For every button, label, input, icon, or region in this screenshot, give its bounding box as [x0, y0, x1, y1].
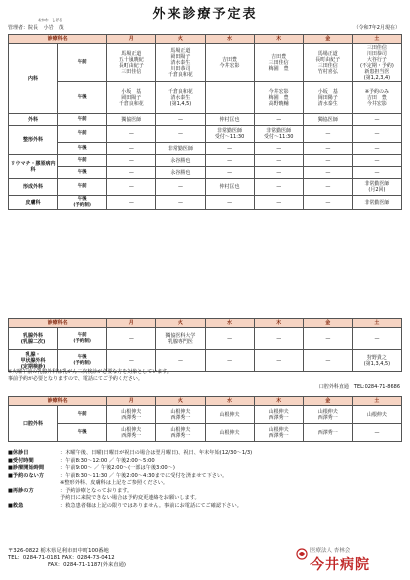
doctor-cell: — [254, 143, 303, 155]
time-slot: 午後 [58, 424, 107, 442]
hospital-name: 今井病院 [310, 557, 370, 573]
doctor-cell: 獨協医師 [107, 114, 156, 126]
page-title: 外来診療予定表 [152, 7, 258, 22]
info-value: ：午前8:30〜11:30 ／ 午後2:00〜4:30までに受付を済ませて下さい。 ※整形外科、皮膚科は上記をご参照ください。 [60, 472, 228, 487]
day-header: 月 [107, 397, 156, 406]
doctor-cell: — [303, 179, 352, 196]
time-slot: 午後 [58, 143, 107, 155]
doctor-cell: — [303, 143, 352, 155]
doctor-cell: 千倉良和花 清水泰生 (第1,4,5) [156, 82, 205, 114]
day-header: 水 [205, 319, 254, 328]
header-row [9, 319, 402, 328]
day-header: 土 [352, 319, 401, 328]
doctor-cell: 小坂 基 岡田陽子 清水泰生 [303, 82, 352, 114]
info-row [8, 458, 402, 466]
table-row [9, 179, 402, 196]
clinic-info [8, 450, 402, 510]
doctor-cell: 馬場正道 岡田陽子 清水泰生 川田恭司 千倉良和花 [156, 44, 205, 82]
doctor-cell: 山根伸夫 [205, 424, 254, 442]
doctor-cell: — [303, 126, 352, 143]
manager-ruby: おかわ しげる [38, 18, 63, 22]
doctor-cell: — [352, 328, 401, 350]
footer-address-block [8, 548, 126, 569]
doctor-cell: — [303, 350, 352, 372]
doctor-cell: 永谷勝也 [156, 155, 205, 167]
time-slot: 午前 [58, 44, 107, 82]
doctor-cell: — [107, 126, 156, 143]
doctor-cell: — [205, 328, 254, 350]
doctor-cell: 非常勤医師 [352, 196, 401, 210]
day-header: 木 [254, 35, 303, 44]
doctor-cell: — [107, 328, 156, 350]
header-row [9, 397, 402, 406]
doctor-cell: 非常勤医師 (月2回) [352, 179, 401, 196]
oral-surgery-direct-line: 口腔外科直通 TEL:0284-71-8686 [318, 384, 400, 390]
department-name: 形成外科 [9, 179, 58, 196]
doctor-cell: 仲村匡也 [205, 179, 254, 196]
department-name: 内科 [9, 44, 58, 114]
time-slot: 午後 (予約制) [58, 350, 107, 372]
doctor-cell: — [254, 350, 303, 372]
department-name: 整形外科 [9, 126, 58, 155]
doctor-cell: — [254, 179, 303, 196]
day-header: 金 [303, 397, 352, 406]
doctor-cell: — [254, 167, 303, 179]
doctor-cell: 山根伸夫 西澤秀一 [303, 406, 352, 424]
department-name: 口腔外科 [9, 406, 58, 442]
info-value: ：午前8:30〜12:00 ／ 午後2:00〜5:00 [60, 457, 155, 464]
doctor-cell: — [303, 196, 352, 210]
doctor-cell: — [107, 179, 156, 196]
doctor-cell: — [156, 126, 205, 143]
doctor-cell: 山根伸夫 西澤秀一 [107, 424, 156, 442]
header-row [9, 35, 402, 44]
day-header: 土 [352, 35, 401, 44]
time-slot: 午後 [58, 82, 107, 114]
corporation-name: 医療法人 杏林会 [310, 548, 351, 554]
tel-fax: TEL：0284-71-0181 FAX：0284-73-0412 [8, 555, 115, 562]
time-slot: 午後 [58, 167, 107, 179]
doctor-cell: 馬場正道 五十嵐暁紀 長町由紀子 三田佳信 [107, 44, 156, 82]
doctor-cell: 今井宏影 梅園 豊 高野暁輔 [254, 82, 303, 114]
day-header: 火 [156, 397, 205, 406]
dept-column-header: 診療科名 [9, 397, 107, 406]
doctor-cell: — [107, 155, 156, 167]
department-name: 外科 [9, 114, 58, 126]
info-key: ■再診の方 [8, 487, 34, 494]
table-row [9, 44, 402, 82]
department-name: 皮膚科 [9, 196, 58, 210]
doctor-cell: — [205, 196, 254, 210]
info-key: ■受付時間 [8, 457, 34, 464]
outpatient-fax: FAX：0284-71-1187(外来直通) [48, 562, 126, 569]
doctor-cell: — [352, 114, 401, 126]
info-value: ：救急患者様は上記の限りではありません。事前にお電話にてご確認下さい。 [60, 502, 242, 509]
doctor-cell: 山根伸夫 西澤秀一 [107, 406, 156, 424]
time-slot: 午前 [58, 155, 107, 167]
doctor-cell: 非常勤医師 受付〜11:30 [254, 126, 303, 143]
table-row [9, 155, 402, 167]
day-header: 木 [254, 319, 303, 328]
doctor-cell: — [254, 196, 303, 210]
doctor-cell: 非常勤医師 [156, 143, 205, 155]
doctor-cell: 山根伸夫 西澤秀一 [254, 406, 303, 424]
day-header: 水 [205, 35, 254, 44]
table-row [9, 82, 402, 114]
table-row [9, 114, 402, 126]
doctor-cell: — [156, 350, 205, 372]
doctor-cell: 西澤秀一 [303, 424, 352, 442]
doctor-cell: — [107, 167, 156, 179]
day-header: 土 [352, 397, 401, 406]
hospital-logo [310, 546, 396, 574]
table-row [9, 406, 402, 424]
doctor-cell: — [254, 114, 303, 126]
table-row [9, 196, 402, 210]
doctor-cell: 仲村匡也 [205, 114, 254, 126]
doctor-cell: 狩野貴之 (第1,3,4,5) [352, 350, 401, 372]
doctor-cell: 山根伸夫 西澤秀一 [156, 424, 205, 442]
manager-line [8, 24, 64, 31]
doctor-cell: — [205, 143, 254, 155]
dept-column-header: 診療科名 [9, 319, 107, 328]
doctor-cell: 山根伸夫 西澤秀一 [156, 406, 205, 424]
info-key: ■診療開始時間 [8, 465, 45, 472]
doctor-cell: — [156, 179, 205, 196]
table-row [9, 328, 402, 350]
day-header: 水 [205, 397, 254, 406]
info-value: ：午前9:00〜 ／ 午後2:00〜(一部は午後3:00〜) [60, 465, 175, 472]
doctor-cell: 吉田豊 今井宏影 [205, 44, 254, 82]
doctor-cell: — [254, 328, 303, 350]
doctor-cell: 馬場正道 長町由紀子 三田佳信 竹村喜弘 [303, 44, 352, 82]
doctor-cell: — [352, 126, 401, 143]
schedule-table-special [8, 318, 402, 372]
department-name: リウマチ・膠原病内科 [9, 155, 58, 179]
doctor-cell: — [254, 155, 303, 167]
manager-name: 小岩 茂 [43, 25, 64, 31]
doctor-cell [205, 82, 254, 114]
hospital-mark-icon [296, 548, 308, 560]
doctor-cell: — [352, 155, 401, 167]
table-row [9, 167, 402, 179]
doctor-cell: 三田佳信 川田恭司 大谷行子 (不定期・予約) 新患担当医 (第1,2,3,4) [352, 44, 401, 82]
doctor-cell: 獨協医師 [303, 114, 352, 126]
doctor-cell: 永谷勝也 [156, 167, 205, 179]
time-slot: 午前 [58, 179, 107, 196]
doctor-cell: 山根伸夫 [352, 406, 401, 424]
day-header: 月 [107, 319, 156, 328]
doctor-cell: — [205, 155, 254, 167]
doctor-cell: 山根伸夫 西澤秀一 [254, 424, 303, 442]
as-of-date: （令和7年2月現在） [353, 25, 400, 31]
doctor-cell: — [205, 167, 254, 179]
doctor-cell: — [107, 143, 156, 155]
doctor-cell: — [352, 143, 401, 155]
doctor-cell: — [156, 114, 205, 126]
info-key: ■休診日 [8, 450, 29, 456]
doctor-cell: — [352, 167, 401, 179]
info-key: ■救急 [8, 502, 24, 509]
table-row [9, 143, 402, 155]
day-header: 火 [156, 35, 205, 44]
doctor-cell: 山根伸夫 [205, 406, 254, 424]
department-name: 乳腺・ 甲状腺外科 (定期検診) [9, 350, 58, 372]
doctor-cell: — [303, 155, 352, 167]
special-note: ※火曜午前の乳腺外科は乳がん二次検診が必要な方を対象としています。 事前予約が必要となりますので、電話にてご予約ください。 [8, 369, 172, 382]
address: 〒326-0822 栃木県足利市田中町100番地 [8, 548, 109, 554]
doctor-cell: 非常勤医師 受付〜11:30 [205, 126, 254, 143]
table-row [9, 424, 402, 442]
time-slot: 午前 (予約制) [58, 328, 107, 350]
day-header: 火 [156, 319, 205, 328]
doctor-cell: — [303, 328, 352, 350]
doctor-cell: — [107, 196, 156, 210]
day-header: 木 [254, 397, 303, 406]
department-name: 乳腺外科 (乳腺二次) [9, 328, 58, 350]
info-value: ：木曜午後、日曜(日曜日が祝日の場合は翌月曜日)、祝日、年末年始(12/30〜1/3) [60, 450, 253, 456]
time-slot: 午前 [58, 126, 107, 143]
doctor-cell: — [303, 167, 352, 179]
schedule-table-oral [8, 396, 402, 442]
info-row [8, 473, 402, 488]
info-key: ■予約のない方 [8, 472, 45, 479]
doctor-cell: 獨協医科大学 乳腺専門医 [156, 328, 205, 350]
doctor-cell: — [156, 196, 205, 210]
time-slot: 午前 [58, 406, 107, 424]
info-value: ：予約診療となっております。 予約日に来院できない場合は予約変更連絡をお願いします。 [60, 487, 200, 502]
doctor-cell: ※予約のみ 吉田 豊 今井宏影 [352, 82, 401, 114]
manager-label: 管理者：院長 [8, 25, 39, 31]
doctor-cell: — [352, 424, 401, 442]
info-row [8, 503, 402, 511]
time-slot: 午後 (予約制) [58, 196, 107, 210]
info-row [8, 450, 402, 458]
day-header: 金 [303, 319, 352, 328]
time-slot: 午前 [58, 114, 107, 126]
doctor-cell: — [107, 350, 156, 372]
schedule-table-main [8, 34, 402, 210]
info-row [8, 465, 402, 473]
doctor-cell: — [205, 350, 254, 372]
dept-column-header: 診療科名 [9, 35, 107, 44]
day-header: 金 [303, 35, 352, 44]
doctor-cell: 吉田豊 三田佳信 梅園 豊 [254, 44, 303, 82]
doctor-cell: 小坂 基 岡田陽子 千倉良和花 [107, 82, 156, 114]
table-row [9, 126, 402, 143]
day-header: 月 [107, 35, 156, 44]
info-row [8, 488, 402, 503]
